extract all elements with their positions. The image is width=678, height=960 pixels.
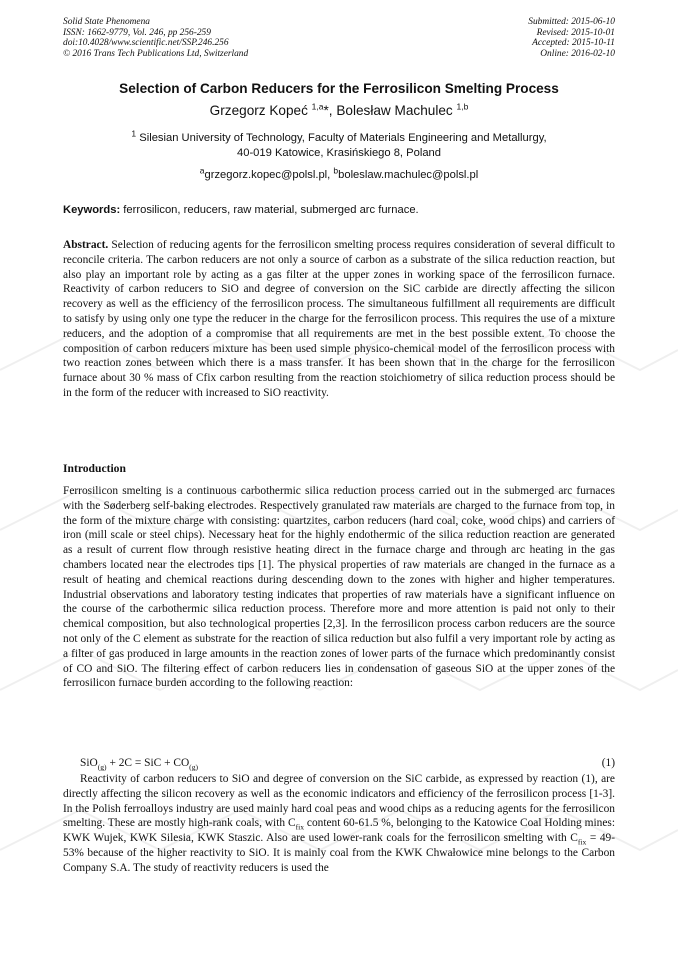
equation-1 bbox=[80, 756, 615, 771]
cfix-subscript-1: fix bbox=[295, 822, 304, 832]
affiliation-institution: Silesian University of Technology, Faculty of Materials Engineering and Metallurgy, bbox=[136, 132, 547, 144]
eq-term-sio: SiO bbox=[80, 757, 98, 769]
paper-title: Selection of Carbon Reducers for the Ferrosilicon Smelting Process bbox=[119, 81, 559, 96]
author-2-name: Bolesław Machulec bbox=[336, 103, 457, 118]
equation-number: (1) bbox=[601, 757, 615, 769]
email-b[interactable]: boleslaw.machulec@polsl.pl bbox=[338, 169, 479, 181]
affiliation bbox=[60, 128, 618, 160]
keywords bbox=[63, 203, 615, 217]
email-a-mark: a bbox=[199, 165, 205, 176]
issn-line: ISSN: 1662-9779, Vol. 246, pp 256-259 bbox=[63, 27, 211, 38]
keywords-text: ferrosilicon, reducers, raw material, submerged arc furnace. bbox=[120, 204, 419, 216]
introduction-paragraph-1: Ferrosilicon smelting is a continuous carbothermic silica reduction process carried out in the submerged arc furnaces with the Søderberg self-baking electrodes. Respectively granulated raw materials are charged to the furnace from top, in the form of the mixture charge with consisting: quartzites, carbon reducers (hard coal, coke, wood chips) and carriers of iron (mill scale or steel chips). Necessary heat for the highly endothermic of the silica reduction reaction are generated as a result of current flow through resistive heating direct in the furnace charge and through arc heating in the gas chambers located near the electrodes tips [1]. The physical properties of raw materials are changed in the furnace as a result of heating and chemical reactions during descending down to the zones with higher and higher temperatures. Industrial observations and laboratory testing indicates that properties of raw materials have a significant influence on the course of the carbothermic silica reduction process. Therefore more and more attention is paid not only to their chemical composition, but also technological properties [2,3]. In the ferrosilicon process carbon reducers are the source not only of the C element as substrate for the reaction of silica reduction but also fulfil a very important role by acting as a filter of gas produced in large amounts in the reaction zones of lower parts of the furnace which predominantly consist of CO and SiO. The filtering effect of carbon reducers lies in condensation of gaseous SiO at the upper zones of the ferrosilicon furnace burden according to the following reaction: bbox=[63, 485, 615, 690]
corresponding-mark: *, bbox=[323, 103, 337, 118]
author-list bbox=[40, 102, 638, 120]
author-emails bbox=[40, 165, 638, 182]
introduction-paragraph-2 bbox=[63, 772, 615, 876]
eq-sub-gas-1: (g) bbox=[97, 762, 107, 772]
accepted-date: Accepted: 2015-10-11 bbox=[532, 38, 615, 49]
affiliation-number: 1 bbox=[131, 128, 137, 139]
email-b-mark: b bbox=[333, 165, 339, 176]
cfix-subscript-2: fix bbox=[577, 837, 587, 847]
author-2-affiliation-mark: 1,b bbox=[456, 101, 469, 112]
submitted-date: Submitted: 2015-06-10 bbox=[528, 17, 615, 27]
journal-info bbox=[63, 17, 248, 59]
copyright-line: © 2016 Trans Tech Publications Ltd, Switzerland bbox=[63, 48, 249, 59]
abstract bbox=[63, 238, 615, 401]
author-1-affiliation-mark: 1,a bbox=[311, 101, 324, 112]
keywords-label: Keywords: bbox=[63, 204, 121, 216]
doi-line: doi:10.4028/www.scientific.net/SSP.246.256 bbox=[63, 38, 229, 49]
section-heading-introduction: Introduction bbox=[63, 462, 126, 475]
abstract-label: Abstract. bbox=[63, 239, 109, 251]
paragraph-2-part-c: = 49-53% because of the higher reactivity to SiO. It is mainly coal from the KWK Chwałowice mine belongs to the Carbon Company S.A. The study of reactivity reducers is used the bbox=[63, 832, 615, 874]
journal-name: Solid State Phenomena bbox=[63, 17, 150, 27]
publication-dates bbox=[528, 17, 615, 59]
online-date: Online: 2016-02-10 bbox=[540, 48, 615, 59]
email-a[interactable]: grzegorz.kopec@polsl.pl, bbox=[204, 169, 334, 181]
revised-date: Revised: 2015-10-01 bbox=[536, 27, 615, 38]
eq-term-rest: + 2C = SiC + CO bbox=[106, 757, 190, 769]
author-1-name: Grzegorz Kopeć bbox=[209, 103, 312, 118]
abstract-text: Selection of reducing agents for the ferrosilicon smelting process requires consideration of several difficult to reconcile criteria. The carbon reducers are not only a source of carbon as a substrate of the silica reduction reaction, but also play an important role by acting as a gas filter at the upper zones in working space of the ferrosilicon furnace. Reactivity of carbon reducers to SiO and degree of conversion on the SiC carbide are directly affecting the silicon recovery as well as the efficiency of the ferrosilicon process. The simultaneous fulfillment all requirements are difficult to satisfy by using only one type the reducer in the charge for the ferrosilicon process. This requires the use of a mixture reducers, and the adoption of a compromise that all requirements are met in the best possible extent. To choose the composition of carbon reducers mixture has been used simple physico-chemical model of the ferrosilicon process with two reaction zones between which there is a mass transfer. It has been shown that in the charge for the ferrosilicon furnace about 30 % mass of Cfix carbon resulting from the reaction stoichiometry of silica reduction process should be in the form of the reducer with increased to SiO reactivity. bbox=[63, 239, 615, 399]
affiliation-line-2: 40-019 Katowice, Krasińskiego 8, Poland bbox=[237, 146, 441, 159]
paragraph-2-part-b: content 60-61.5 %, belonging to the Katowice Coal Holding mines: KWK Wujek, KWK Silesia, KWK Staszic. Also are used lower-rank coals for the ferrosilicon smelting with C bbox=[63, 817, 616, 845]
affiliation-line-1 bbox=[60, 128, 618, 146]
paragraph-2-part-a: Reactivity of carbon reducers to SiO and degree of conversion on the SiC carbide, as expressed by reaction (1), are directly affecting the silicon recovery as well as the economic indicators and efficiency of the ferrosilicon process [1-3]. In the Polish ferroalloys industry are used mainly hard coal peas and wood chips as a reducing agents for the ferrosilicon smelting. These are mostly high-rank coals, with C bbox=[63, 773, 615, 830]
eq-sub-gas-2: (g) bbox=[189, 762, 199, 772]
